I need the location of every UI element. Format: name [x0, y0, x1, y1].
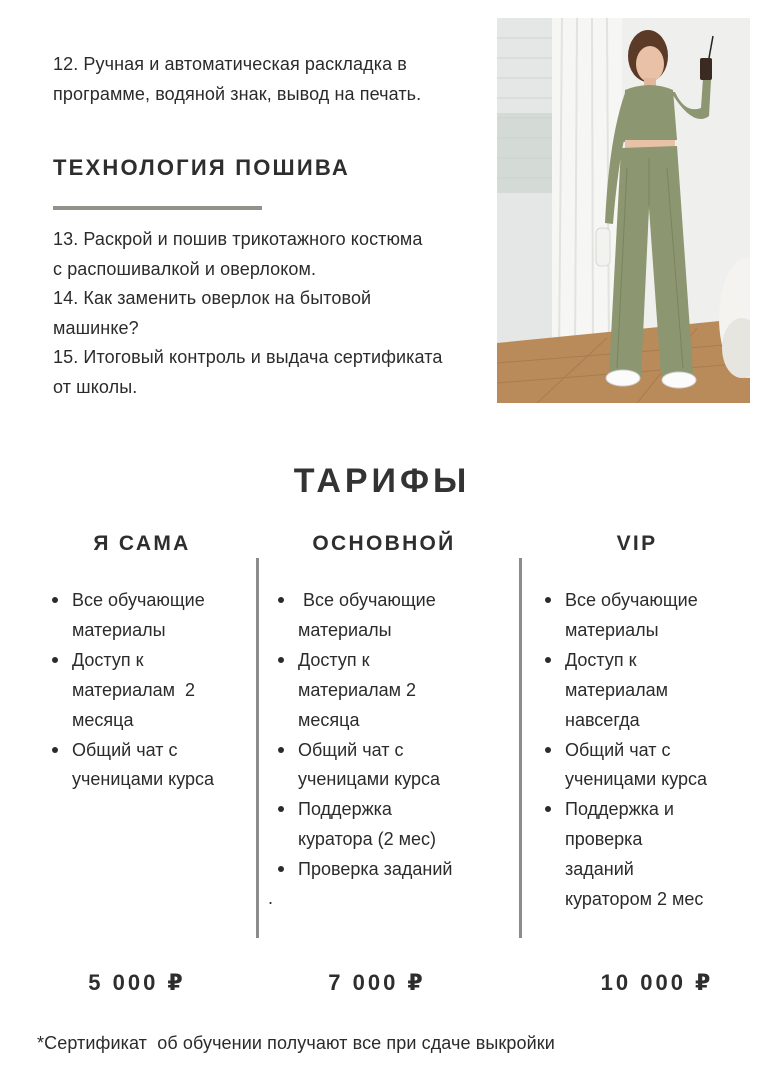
bullet-icon — [52, 597, 58, 603]
stray-mark: . — [268, 888, 274, 908]
plan-title-vip: VIP — [616, 532, 658, 555]
section-line: 13. Раскрой и пошив трикотажного костюма — [53, 229, 423, 249]
section-underline — [53, 206, 262, 210]
plan-feature: Поддержка куратора (2 мес) — [278, 795, 508, 855]
section-line: 14. Как заменить оверлок на бытовой — [53, 288, 372, 308]
plan-feature: Доступ к материалам 2 месяца — [52, 646, 252, 736]
bullet-icon — [52, 657, 58, 663]
certificate-footnote: *Сертификат об обучении получают все при сдаче выкройки — [37, 1033, 555, 1053]
intro-line: 12. Ручная и автоматическая раскладка в — [53, 54, 407, 74]
plan-feature: Общий чат с ученицами курса — [278, 736, 508, 796]
section-title: ТЕХНОЛОГИЯ ПОШИВА — [53, 155, 350, 180]
column-divider — [519, 558, 522, 938]
plan-features-vip — [545, 586, 755, 915]
intro-text — [53, 50, 493, 109]
bullet-icon — [545, 747, 551, 753]
plan-title-main: ОСНОВНОЙ — [312, 532, 456, 555]
plan-price-basic: 5 000 ₽ — [88, 970, 186, 995]
bullet-icon — [52, 747, 58, 753]
bullet-icon — [278, 866, 284, 872]
plan-feature: Проверка заданий — [278, 855, 508, 885]
plan-feature: Доступ к материалам 2 месяца — [278, 646, 508, 736]
plan-features-basic — [52, 586, 252, 795]
section-line: машинке? — [53, 317, 139, 338]
plan-price-vip: 10 000 ₽ — [600, 970, 714, 995]
column-divider — [256, 558, 259, 938]
plan-feature: Все обучающие материалы — [52, 586, 252, 646]
bullet-icon — [278, 747, 284, 753]
plan-price-main: 7 000 ₽ — [328, 970, 426, 995]
plan-feature: Доступ к материалам навсегда — [545, 646, 755, 736]
plan-title-basic: Я САМА — [93, 532, 191, 555]
tariffs-title: ТАРИФЫ — [293, 462, 471, 500]
section-line: с распошивалкой и оверлоком. — [53, 258, 317, 279]
bullet-icon — [278, 806, 284, 812]
plan-feature: Поддержка и проверка заданий куратором 2 мес — [545, 795, 755, 915]
intro-line: программе, водяной знак, вывод на печать. — [53, 83, 422, 104]
plan-feature: Общий чат с ученицами курса — [545, 736, 755, 796]
bullet-icon — [545, 806, 551, 812]
section-line: 15. Итоговый контроль и выдача сертификата — [53, 347, 443, 367]
plan-feature: Все обучающие материалы — [278, 586, 508, 646]
bullet-icon — [545, 597, 551, 603]
bullet-icon — [278, 597, 284, 603]
section-text — [53, 225, 498, 402]
bullet-icon — [278, 657, 284, 663]
plan-features-main — [278, 586, 508, 885]
outfit-photo — [497, 18, 750, 403]
plan-feature: Общий чат с ученицами курса — [52, 736, 252, 796]
bullet-icon — [545, 657, 551, 663]
section-line: от школы. — [53, 376, 138, 397]
plan-feature: Все обучающие материалы — [545, 586, 755, 646]
